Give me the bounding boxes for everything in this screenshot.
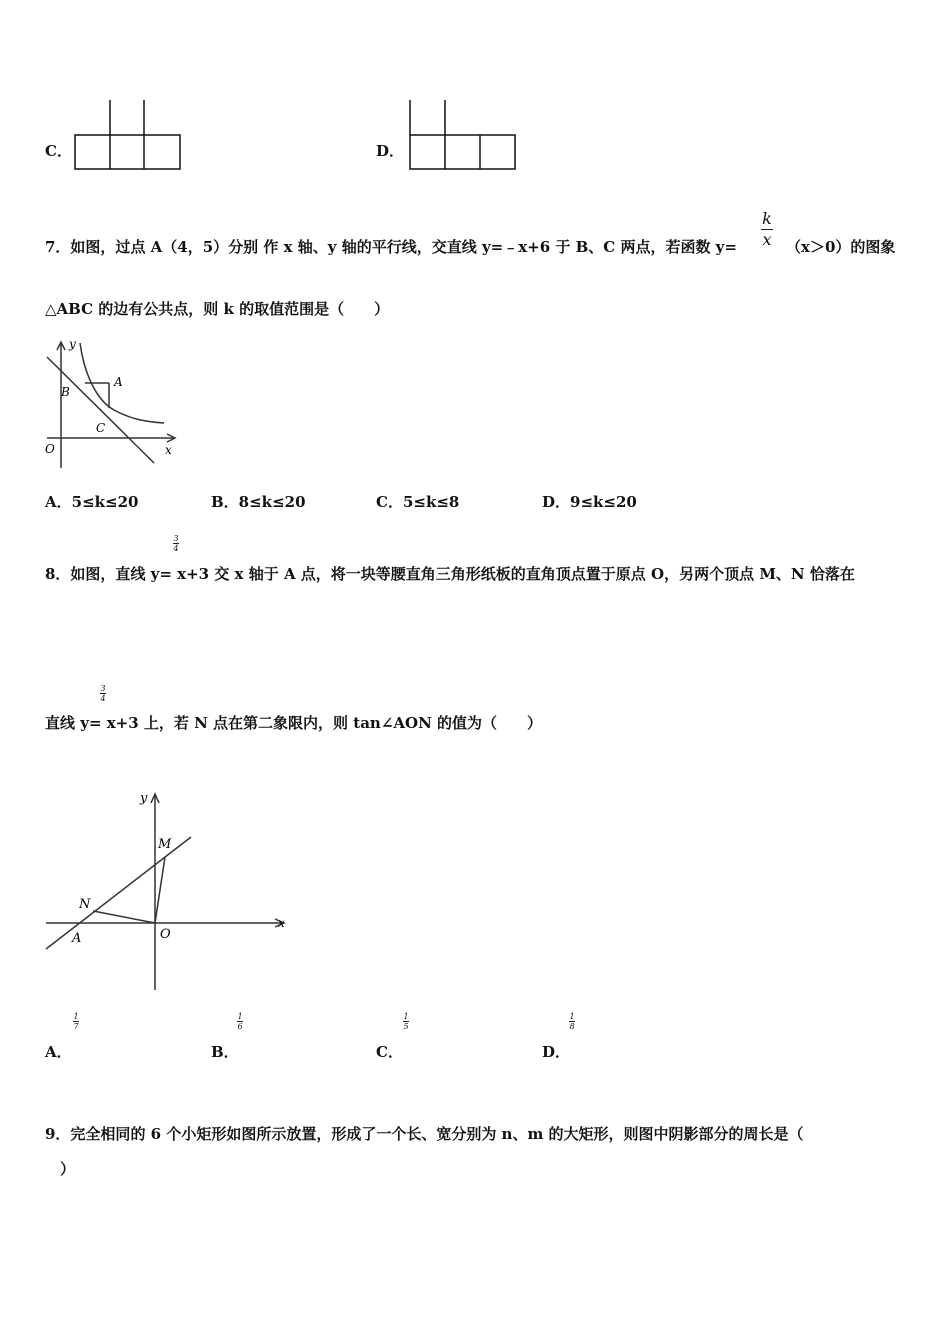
q7-fraction-numerator: k <box>762 209 772 228</box>
q8-option-b: B． <box>211 1043 239 1061</box>
q8-stem-line2: 直线 y= x+3 上，若 N 点在第二象限内，则 tan∠AON 的值为（ ） <box>45 714 543 732</box>
q8-stem-line1: 8．如图，直线 y= x+3 交 x 轴于 A 点，将一块等腰直角三角形纸板的直角顶点置于原点 O，另两个顶点 M、N 恰落在 <box>45 565 855 583</box>
q8-option-a-fraction <box>73 1012 79 1031</box>
option-d-net-figure <box>406 98 521 173</box>
q8-label-x: x <box>278 916 285 930</box>
q7-stem-line1-end: （x＞0）的图象 <box>786 238 896 256</box>
q8-fraction-denominator: 4 <box>173 544 179 553</box>
q8-fraction-denominator: 4 <box>100 694 106 703</box>
q8-option-c-numerator: 1 <box>403 1012 409 1021</box>
q7-label-a: A <box>114 375 123 389</box>
q8-option-c: C． <box>376 1043 403 1061</box>
q7-line <box>47 357 154 463</box>
q7-stem-line2: △ABC 的边有公共点，则 k 的取值范围是（ ） <box>45 300 390 318</box>
q8-label-a: A <box>72 931 82 946</box>
q7-label-b: B <box>61 385 70 399</box>
q7-stem-line1: 7．如图，过点 A（4，5）分别 作 x 轴、y 轴的平行线，交直线 y=﹣x+6 于 B、C 两点，若函数 y= <box>45 238 737 256</box>
q8-label-n: N <box>79 897 91 912</box>
q8-option-a-denominator: 7 <box>73 1022 79 1031</box>
option-c-net-figure <box>70 98 185 173</box>
q9-stem-line1: 9．完全相同的 6 个小矩形如图所示放置，形成了一个长、宽分别为 n、m 的大矩形，则图中阴影部分的周长是（ <box>45 1125 804 1143</box>
q8-option-d-fraction <box>569 1012 575 1031</box>
q8-option-d-numerator: 1 <box>569 1012 575 1021</box>
q7-k-over-x-fraction <box>761 210 773 249</box>
q8-fraction-numerator: 3 <box>173 534 179 543</box>
q8-option-d-denominator: 8 <box>569 1022 575 1031</box>
q8-option-c-fraction <box>403 1012 409 1031</box>
q9-stem-line2: ） <box>60 1160 76 1178</box>
q8-option-b-denominator: 6 <box>237 1022 243 1031</box>
q8-slope-fraction-1 <box>173 534 179 553</box>
q7-option-b: B．8≤k≤20 <box>211 493 306 511</box>
q8-fraction-numerator: 3 <box>100 684 106 693</box>
q8-option-b-numerator: 1 <box>237 1012 243 1021</box>
q7-figure <box>44 338 179 470</box>
q8-option-c-denominator: 5 <box>403 1022 409 1031</box>
q8-label-m: M <box>158 837 172 852</box>
q7-label-x: x <box>165 443 172 457</box>
q8-figure <box>44 786 294 992</box>
q8-slope-fraction-2 <box>100 684 106 703</box>
q7-label-o: O <box>45 442 55 456</box>
q8-label-y: y <box>140 791 148 806</box>
option-c-label: C． <box>45 142 72 160</box>
q8-option-b-fraction <box>237 1012 243 1031</box>
q7-option-a: A．5≤k≤20 <box>45 493 139 511</box>
q7-label-c: C <box>96 421 106 435</box>
option-d-label: D． <box>376 142 405 160</box>
q7-option-d: D．9≤k≤20 <box>542 493 637 511</box>
q7-fraction-denominator: x <box>762 230 772 249</box>
q7-option-c: C．5≤k≤8 <box>376 493 460 511</box>
q8-option-a: A． <box>45 1043 72 1061</box>
q7-label-y: y <box>69 338 76 351</box>
q8-option-a-numerator: 1 <box>73 1012 79 1021</box>
q8-option-d: D． <box>542 1043 571 1061</box>
q8-label-o: O <box>160 927 171 942</box>
